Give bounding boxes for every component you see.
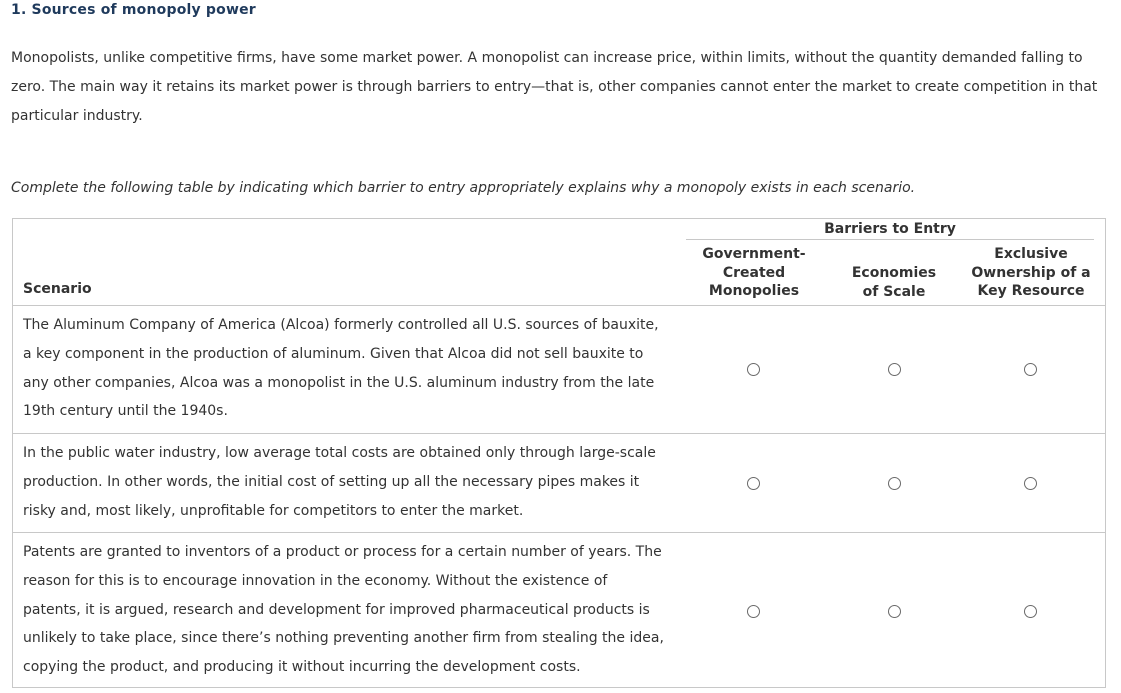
column-header-line: Created — [722, 264, 786, 281]
radio-row2-exclusive-ownership[interactable] — [1024, 477, 1037, 490]
column-header-economies-of-scale — [832, 264, 956, 301]
radio-row1-government-created[interactable] — [747, 363, 760, 376]
column-header-line: Government- — [702, 246, 806, 262]
column-header-line: Monopolies — [708, 283, 800, 299]
radio-row2-government-created[interactable] — [747, 477, 760, 490]
scenario-text-patents: Patents are granted to inventors of a product or process for a certain number of years. The reason for this is to encourage innovation in the economy. Without the existence of patents, it is argued, research and development for improved pharmaceutical products is unlikely to take place, since there’s nothing preventing another firm from stealing the idea, copying the product, and producing it without incurring the development costs. — [23, 544, 664, 676]
column-header-line: of Scale — [862, 283, 926, 300]
group-header-divider — [686, 239, 1094, 240]
row-divider — [13, 433, 1105, 434]
column-header-line: Key Resource — [977, 283, 1085, 299]
header-divider — [13, 305, 1105, 306]
barriers-group-header: Barriers to Entry — [824, 221, 956, 237]
radio-row1-exclusive-ownership[interactable] — [1024, 363, 1037, 376]
radio-row1-economies-of-scale[interactable] — [888, 363, 901, 376]
column-header-exclusive-ownership — [966, 245, 1096, 301]
section-heading: 1. Sources of monopoly power — [11, 2, 256, 18]
column-header-line: Economies — [851, 265, 937, 281]
scenario-text-alcoa: The Aluminum Company of America (Alcoa) formerly controlled all U.S. sources of bauxite, a key component in the production of aluminum. Given that Alcoa did not sell bauxite to any other companies, Alcoa was a monopolist in the U.S. aluminum industry from the late 19th century until the 1940s. — [23, 317, 659, 420]
column-header-line: Ownership of a — [971, 264, 1091, 281]
row-divider — [13, 532, 1105, 533]
radio-row3-government-created[interactable] — [747, 605, 760, 618]
column-header-line: Exclusive — [994, 246, 1068, 262]
intro-paragraph: Monopolists, unlike competitive firms, have some market power. A monopolist can increase price, within limits, without the quantity demanded falling to zero. The main way it retains its market power is through barriers to entry—that is, other companies cannot enter the market to create competition in that particular industry. — [11, 50, 1098, 124]
column-header-scenario: Scenario — [23, 281, 92, 297]
scenario-text-public-water: In the public water industry, low average total costs are obtained only through large-scale production. In other words, the initial cost of setting up all the necessary pipes makes it risky and, most likely, unprofitable for competitors to enter the market. — [23, 445, 656, 519]
column-header-government-created-monopolies — [690, 245, 818, 301]
instruction-text: Complete the following table by indicating which barrier to entry appropriately explains why a monopoly exists in each scenario. — [11, 180, 916, 196]
radio-row3-exclusive-ownership[interactable] — [1024, 605, 1037, 618]
radio-row2-economies-of-scale[interactable] — [888, 477, 901, 490]
radio-row3-economies-of-scale[interactable] — [888, 605, 901, 618]
